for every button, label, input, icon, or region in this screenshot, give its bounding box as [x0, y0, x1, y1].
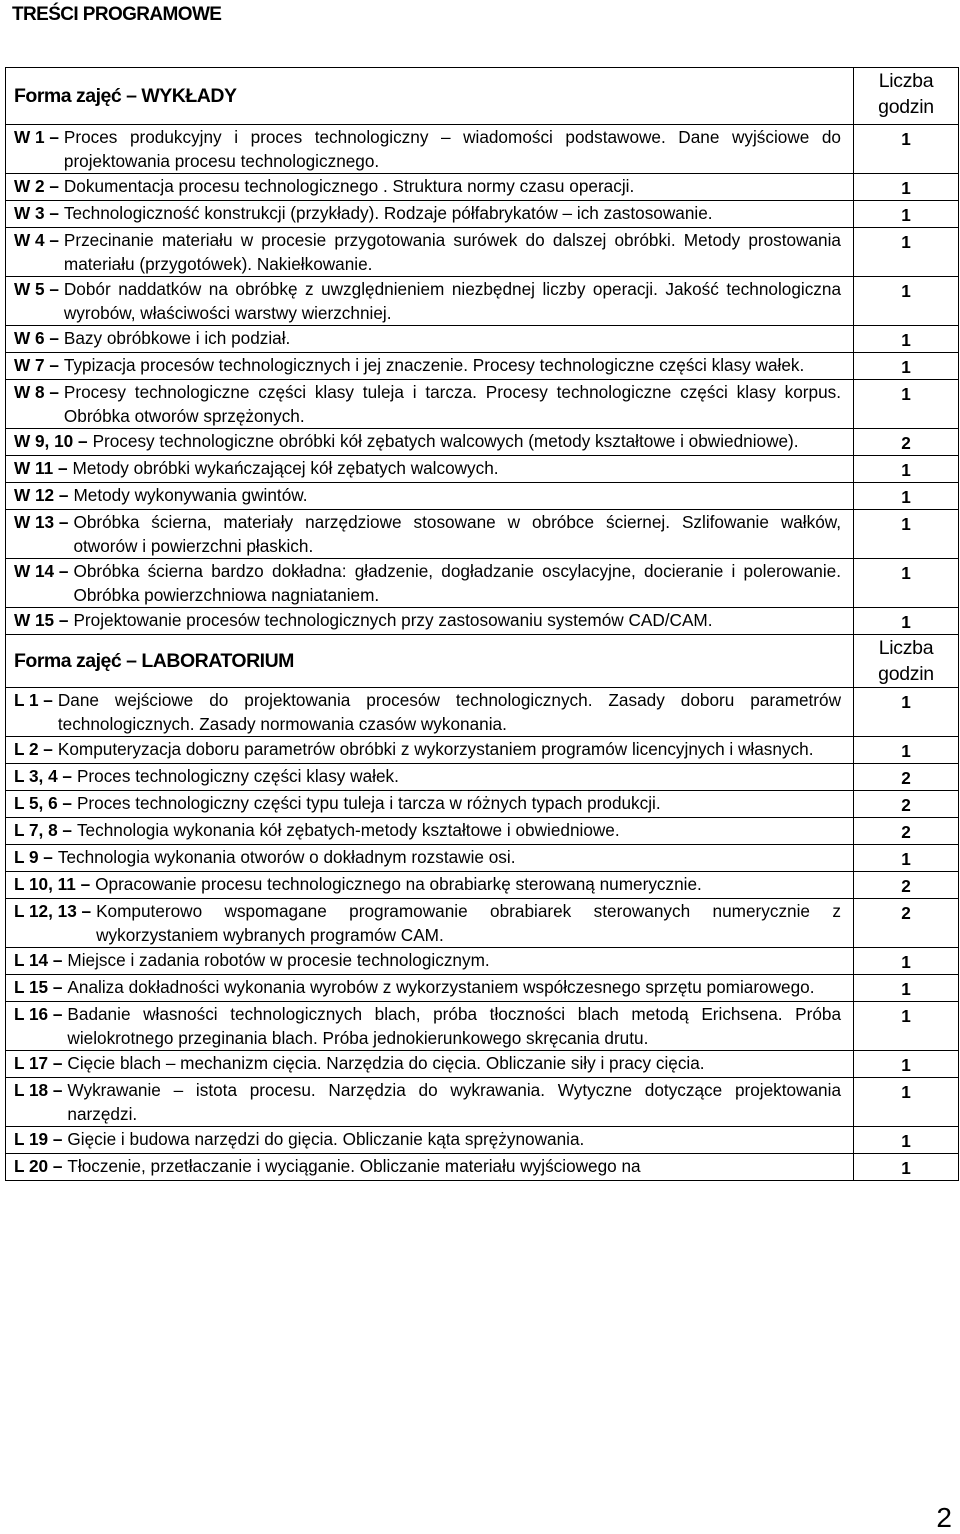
- item-description: Typizacja procesów technologicznych i jej znaczenie. Procesy technologiczne części klasy wałek.: [63, 355, 805, 375]
- lectures-section-heading: Forma zajęć – WYKŁADY: [14, 84, 237, 107]
- lab-item: [14, 1078, 841, 1126]
- table-row: [6, 1127, 959, 1154]
- item-hours: 1: [901, 514, 911, 534]
- item-description: Cięcie blach – mechanizm cięcia. Narzędzia do cięcia. Obliczanie siły i pracy cięcia.: [67, 1053, 705, 1073]
- item-hours: 2: [901, 822, 911, 842]
- lectures-header-row: [6, 68, 959, 125]
- item-description: Metody wykonywania gwintów.: [73, 485, 308, 505]
- item-hours: 1: [901, 460, 911, 480]
- table-row: [6, 429, 959, 456]
- item-description: Analiza dokładności wykonania wyrobów z wykorzystaniem współczesnego sprzętu pomiarowego.: [67, 977, 815, 997]
- item-description: Technologia wykonania kół zębatych-metody kształtowe i obwiedniowe.: [76, 820, 620, 840]
- item-hours: 1: [901, 612, 911, 632]
- table-row: [6, 201, 959, 228]
- item-code: L 14 –: [14, 950, 63, 970]
- table-row: [6, 353, 959, 380]
- labs-hours-heading: Liczba godzin: [878, 637, 934, 685]
- program-content-table: [5, 67, 959, 1181]
- item-description: Proces technologiczny części klasy wałek.: [76, 766, 399, 786]
- table-row: [6, 948, 959, 975]
- item-code: W 14 –: [14, 561, 69, 581]
- item-description: Procesy technologiczne części klasy tuleja i tarcza. Procesy technologiczne części klasy korpus. Obróbka otworów sprzężonych.: [63, 382, 841, 426]
- lecture-item: [14, 326, 841, 350]
- table-row: [6, 845, 959, 872]
- item-hours: 1: [901, 357, 911, 377]
- table-row: [6, 688, 959, 737]
- table-row: [6, 174, 959, 201]
- table-row: [6, 975, 959, 1002]
- lab-item: [14, 688, 841, 736]
- item-code: L 7, 8 –: [14, 820, 72, 840]
- item-code: W 8 –: [14, 382, 59, 402]
- lab-item: [14, 975, 841, 999]
- item-description: Przecinanie materiału w procesie przygotowania surówek do dalszej obróbki. Metody prostowania materiału (przygotówek). Nakiełkowanie.: [63, 230, 841, 274]
- item-description: Opracowanie procesu technologicznego na obrabiarkę sterowaną numerycznie.: [95, 874, 702, 894]
- lab-item: [14, 791, 841, 815]
- item-code: L 19 –: [14, 1129, 63, 1149]
- item-description: Komputeryzacja doboru parametrów obróbki z wykorzystaniem programów licencyjnych i własnych.: [57, 739, 814, 759]
- item-hours: 2: [901, 768, 911, 788]
- item-hours: 1: [901, 849, 911, 869]
- lab-item: [14, 1051, 841, 1075]
- item-hours: 1: [901, 487, 911, 507]
- item-description: Obróbka ścierna bardzo dokładna: gładzenie, dogładzanie oscylacyjne, docieranie i polerowanie. Obróbka powierzchniowa nagniataniem.: [73, 561, 841, 605]
- lecture-item: [14, 380, 841, 428]
- document-title: TREŚCI PROGRAMOWE: [12, 4, 222, 25]
- item-description: Badanie własności technologicznych blach, próba tłoczności blach metodą Erichsena. Próba wielokrotnego przeginania blach. Próba jednokierunkowego skręcania drutu.: [67, 1004, 841, 1048]
- table-row: [6, 818, 959, 845]
- item-code: W 1 –: [14, 127, 59, 147]
- item-hours: 1: [901, 205, 911, 225]
- item-description: Dobór naddatków na obróbkę z uwzględnieniem niezbędnej liczby operacji. Jakość technologiczna wyrobów, właściwości warstwy wierzchniej.: [63, 279, 841, 323]
- item-description: Obróbka ścierna, materiały narzędziowe stosowane w obróbce ściernej. Szlifowanie wałków, otworów i powierzchni płaskich.: [73, 512, 841, 556]
- item-description: Proces produkcyjny i proces technologiczny – wiadomości podstawowe. Dane wyjściowe do projektowania procesu technologicznego.: [63, 127, 841, 171]
- table-row: [6, 791, 959, 818]
- lab-item: [14, 899, 841, 947]
- lecture-item: [14, 277, 841, 325]
- item-code: L 20 –: [14, 1156, 63, 1176]
- lab-item: [14, 872, 841, 896]
- lab-item: [14, 1154, 841, 1178]
- item-code: W 7 –: [14, 355, 59, 375]
- lecture-item: [14, 456, 841, 480]
- table-row: [6, 380, 959, 429]
- lab-item: [14, 1127, 841, 1151]
- lecture-item: [14, 201, 841, 225]
- table-row: [6, 1002, 959, 1051]
- item-hours: 1: [901, 979, 911, 999]
- item-description: Proces technologiczny części typu tuleja i tarcza w różnych typach produkcji.: [76, 793, 661, 813]
- table-row: [6, 456, 959, 483]
- item-code: L 3, 4 –: [14, 766, 72, 786]
- item-code: W 2 –: [14, 176, 59, 196]
- lecture-item: [14, 559, 841, 607]
- item-code: L 12, 13 –: [14, 901, 92, 921]
- item-hours: 1: [901, 1131, 911, 1151]
- item-code: L 9 –: [14, 847, 53, 867]
- lecture-item: [14, 510, 841, 558]
- table-row: [6, 326, 959, 353]
- item-description: Dokumentacja procesu technologicznego . Struktura normy czasu operacji.: [63, 176, 635, 196]
- lectures-hours-heading: Liczba godzin: [878, 70, 934, 118]
- table-row: [6, 764, 959, 791]
- table-row: [6, 1154, 959, 1181]
- lecture-item: [14, 174, 841, 198]
- item-code: W 11 –: [14, 458, 68, 478]
- labs-header-row: [6, 635, 959, 688]
- lecture-item: [14, 125, 841, 173]
- lecture-item: [14, 429, 841, 453]
- item-code: W 6 –: [14, 328, 59, 348]
- labs-section-heading: Forma zajęć – LABORATORIUM: [14, 649, 294, 672]
- item-code: W 13 –: [14, 512, 69, 532]
- lecture-item: [14, 608, 841, 632]
- item-hours: 1: [901, 178, 911, 198]
- item-code: L 16 –: [14, 1004, 63, 1024]
- table-row: [6, 510, 959, 559]
- item-description: Wykrawanie – istota procesu. Narzędzia do wykrawania. Wytyczne dotyczące projektowania narzędzi.: [67, 1080, 841, 1124]
- lecture-item: [14, 483, 841, 507]
- item-description: Tłoczenie, przetłaczanie i wyciąganie. Obliczanie materiału wyjściowego na: [67, 1156, 641, 1176]
- lab-item: [14, 818, 841, 842]
- item-hours: 2: [901, 876, 911, 896]
- item-hours: 1: [901, 281, 911, 301]
- lab-item: [14, 737, 841, 761]
- item-hours: 2: [901, 433, 911, 453]
- item-hours: 1: [901, 952, 911, 972]
- item-hours: 2: [901, 903, 911, 923]
- item-code: L 18 –: [14, 1080, 63, 1100]
- item-code: L 1 –: [14, 690, 53, 710]
- lab-item: [14, 764, 841, 788]
- item-code: W 15 –: [14, 610, 69, 630]
- item-code: L 15 –: [14, 977, 63, 997]
- item-code: W 3 –: [14, 203, 59, 223]
- item-description: Projektowanie procesów technologicznych przy zastosowaniu systemów CAD/CAM.: [73, 610, 713, 630]
- item-hours: 1: [901, 1158, 911, 1178]
- item-description: Gięcie i budowa narzędzi do gięcia. Obliczanie kąta sprężynowania.: [67, 1129, 585, 1149]
- lab-item: [14, 845, 841, 869]
- item-hours: 1: [901, 563, 911, 583]
- item-code: L 10, 11 –: [14, 874, 91, 894]
- table-row: [6, 872, 959, 899]
- table-row: [6, 125, 959, 174]
- table-row: [6, 608, 959, 635]
- item-code: W 5 –: [14, 279, 59, 299]
- item-hours: 1: [901, 692, 911, 712]
- table-row: [6, 899, 959, 948]
- item-hours: 1: [901, 384, 911, 404]
- table-row: [6, 737, 959, 764]
- item-hours: 1: [901, 741, 911, 761]
- item-code: L 2 –: [14, 739, 53, 759]
- item-code: L 17 –: [14, 1053, 63, 1073]
- item-description: Procesy technologiczne obróbki kół zębatych walcowych (metody kształtowe i obwiedniowe).: [92, 431, 799, 451]
- item-description: Metody obróbki wykańczającej kół zębatych walcowych.: [72, 458, 499, 478]
- item-hours: 1: [901, 1006, 911, 1026]
- item-hours: 2: [901, 795, 911, 815]
- item-description: Technologia wykonania otworów o dokładnym rozstawie osi.: [57, 847, 516, 867]
- table-row: [6, 228, 959, 277]
- item-code: W 12 –: [14, 485, 69, 505]
- item-code: W 9, 10 –: [14, 431, 88, 451]
- lecture-item: [14, 228, 841, 276]
- item-description: Miejsce i zadania robotów w procesie technologicznym.: [67, 950, 490, 970]
- item-code: L 5, 6 –: [14, 793, 72, 813]
- item-hours: 1: [901, 129, 911, 149]
- lab-item: [14, 1002, 841, 1050]
- item-description: Technologiczność konstrukcji (przykłady). Rodzaje półfabrykatów – ich zastosowanie.: [63, 203, 713, 223]
- page-number: 2: [936, 1502, 952, 1533]
- item-hours: 1: [901, 1055, 911, 1075]
- lab-item: [14, 948, 841, 972]
- item-description: Komputerowo wspomagane programowanie obrabiarek sterowanych numerycznie z wykorzystaniem wybranych programów CAM.: [96, 901, 841, 945]
- table-row: [6, 483, 959, 510]
- table-row: [6, 1078, 959, 1127]
- lecture-item: [14, 353, 841, 377]
- item-hours: 1: [901, 330, 911, 350]
- item-hours: 1: [901, 232, 911, 252]
- item-description: Dane wejściowe do projektowania procesów technologicznych. Zasady doboru parametrów technologicznych. Zasady normowania czasów wykonania.: [57, 690, 841, 734]
- item-code: W 4 –: [14, 230, 59, 250]
- item-description: Bazy obróbkowe i ich podział.: [63, 328, 291, 348]
- table-row: [6, 277, 959, 326]
- table-row: [6, 559, 959, 608]
- table-row: [6, 1051, 959, 1078]
- item-hours: 1: [901, 1082, 911, 1102]
